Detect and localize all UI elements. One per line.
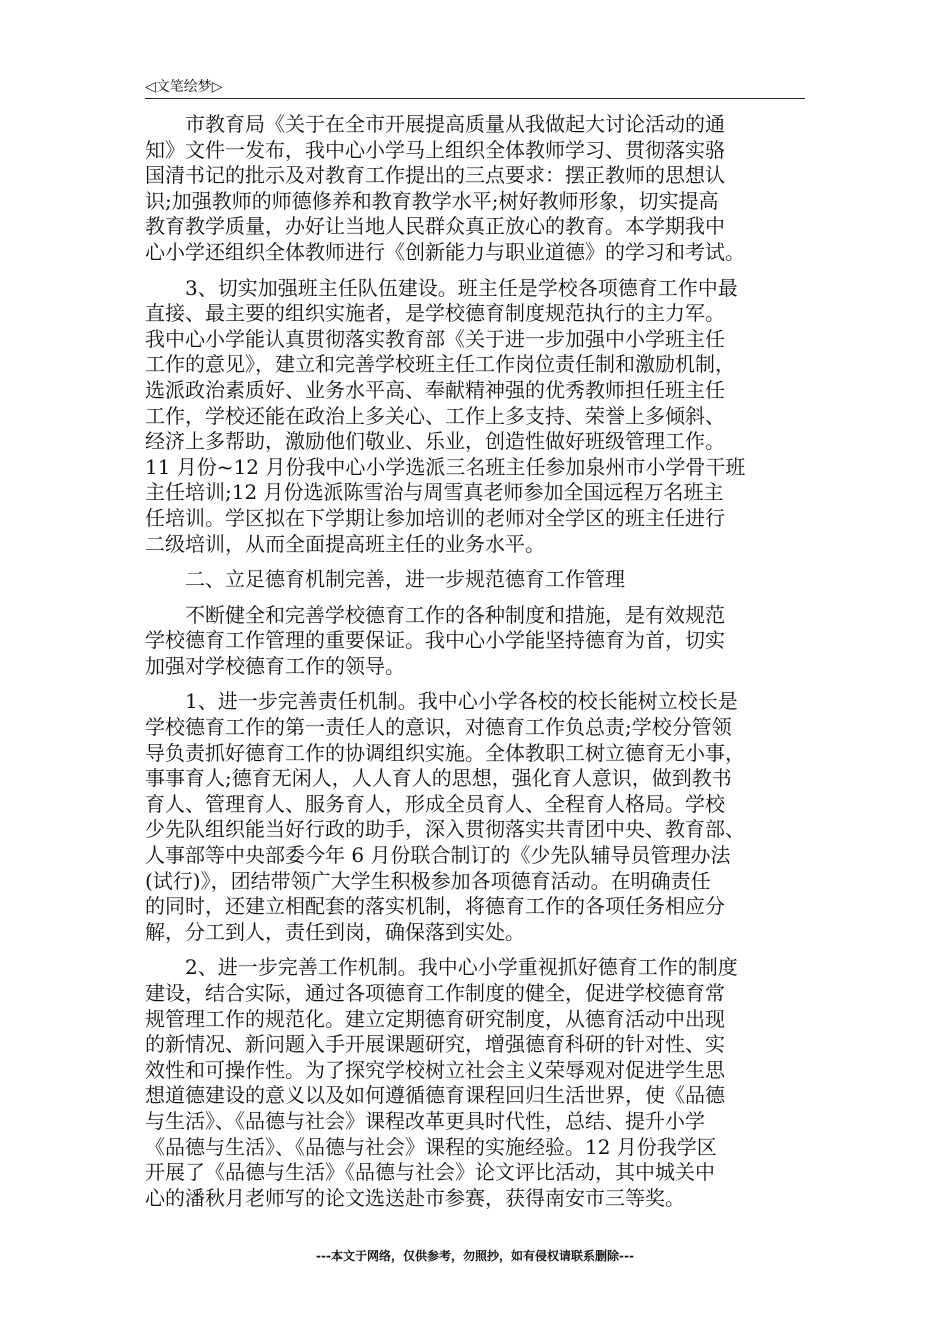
document-body — [145, 112, 805, 1221]
page-footer: ---本文于网络，仅供参考，勿照抄，如有侵权请联系删除--- — [316, 1249, 634, 1263]
section-heading: 二、立足德育机制完善，进一步规范德育工作管理 — [185, 567, 625, 592]
paragraph-3: 不断健全和完善学校德育工作的各种制度和措施，是有效规范 学校德育工作管理的重要保证。我中心小学能坚持德育为首，切实 加强对学校德育工作的领导。 — [145, 602, 725, 678]
paragraph-1: 市教育局《关于在全市开展提高质量从我做起大讨论活动的通 知》文件一发布，我中心小学马上组织全体教师学习、贯彻落实骆 国清书记的批示及对教育工作提出的三点要求：摆正教师的思想认 识;加强教师的师德修养和教育教学水平;树好教师形象，切实提高 教育教学质量，办好让当地人民群众真正放心的教育。本学期我中 心小学还组织全体教师进行《创新能力与职业道德》的学习和考试。 — [145, 112, 745, 264]
header-rule — [145, 98, 805, 99]
paragraph-5: 2、进一步完善工作机制。我中心小学重视抓好德育工作的制度 建设，结合实际，通过各项德育工作制度的健全，促进学校德育常 规管理工作的规范化。建立定期德育研究制度，从德育活动中出现 的新情况、新问题入手开展课题研究，增强德育科研的针对性、实 效性和可操作性。为了探究学校树立社会主义荣辱观对促进学生思 想道德建设的意义以及如何遵循德育课程回归生活世界，使《品德 与生活》、《品德与社会》课程改革更具时代性，总结、提升小学 《品德与生活》、《品德与社会》课程的实施经验。12 月份我学区 开展了《品德与生活》《品德与社会》论文评比活动，其中城关中 心的潘秋月老师写的论文选送赴市参赛，获得南安市三等奖。 — [145, 955, 738, 1210]
paragraph-2: 3、切实加强班主任队伍建设。班主任是学校各项德育工作中最 直接、最主要的组织实施者，是学校德育制度规范执行的主力军。 我中心小学能认真贯彻落实教育部《关于进一步加强中小学班主任 工作的意见》，建立和完善学校班主任工作岗位责任制和激励机制， 选派政治素质好、业务水平高、奉献精神强的优秀教师担任班主任 工作，学校还能在政治上多关心、工作上多支持、荣誉上多倾斜、 经济上多帮助，激励他们敬业、乐业，创造性做好班级管理工作。 11 月份~12 月份我中心小学选派三名班主任参加泉州市小学骨干班 主任培训;12 月份选派陈雪治与周雪真老师参加全国远程万名班主 任培训。学区拟在下学期让参加培训的老师对全学区的班主任进行 二级培训，从而全面提高班主任的业务水平。 — [145, 275, 746, 556]
page-header: ◁文笔绘梦▷ — [145, 79, 223, 95]
paragraph-4: 1、进一步完善责任机制。我中心小学各校的校长能树立校长是 学校德育工作的第一责任人的意识，对德育工作负总责;学校分管领 导负责抓好德育工作的协调组织实施。全体教职工树立德育无小事， 事事育人;德育无闲人，人人育人的思想，强化育人意识，做到教书 育人、管理育人、服务育人，形成全员育人、全程育人格局。学校 少先队组织能当好行政的助手，深入贯彻落实共青团中央、教育部、 人事部等中央部委今年 6 月份联合制订的《少先队辅导员管理办法 (试行)》，团结带领广大学生积极参加各项德育活动。在明确责任 的同时，还建立相配套的落实机制，将德育工作的各项任务相应分 解，分工到人，责任到岗，确保落到实处。 — [145, 689, 745, 944]
